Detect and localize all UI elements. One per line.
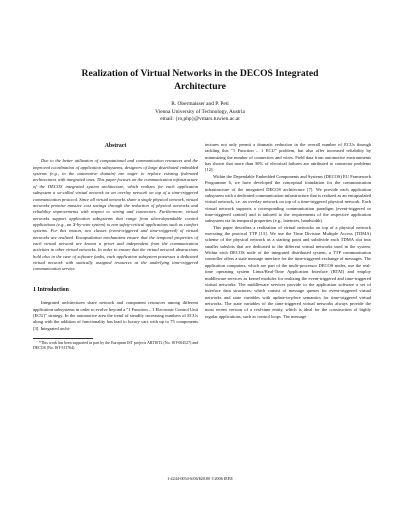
abstract-heading: Abstract bbox=[104, 143, 127, 149]
footnote-divider bbox=[33, 338, 93, 339]
left-column bbox=[33, 143, 198, 351]
author-affiliation: Vienna University of Technology, Austria bbox=[155, 108, 245, 115]
right-column bbox=[205, 142, 371, 320]
abstract-text: Due to the better utilization of computational and communication resources and the improved coordination of application subsystems, designers of large distributed embedded systems (e.g., in the automotive domain) are eager to replace existing federated architectures with integrated ones. This paper focuses on the communication infrastructure of the DECOS integrated system architecture, which realizes for each application subsystem a so-called virtual network as an overlay network on top of a time-triggered communication protocol. Since all virtual networks share a single physical network, virtual networks promise massive cost savings through the reduction of physical networks and reliability improvements with respect to wiring and connectors. Furthermore, virtual networks support application subsystems that range from ultra-dependable control applications (e.g., an X-by-wire system) to non safety-critical applications such as comfort systems. For this reason, two classes (event-triggered and time-triggered) of virtual networks are realized. Encapsulation mechanisms ensure that the temporal properties of each virtual network are known a priori and independent from the communication activities in other virtual networks. In order to ensure that the virtual network abstractions hold also in the case of software faults, each application subsystem possesses a dedicated virtual network with statically assigned resources at the underlying time-triggered communication service. bbox=[33, 158, 198, 272]
body-paragraph: Within the Dependable Embedded Components and Systems (DECOS) EU Framework Programme 6, we have developed the conceptual foundation for the communication infrastructure of the integrated DECOS architecture [7]. We provide each application subsystem with a dedicated communication infrastructure that is realized as an encapsulated virtual network, i.e. an overlay network on top of a time-triggered physical network. Each virtual network supports a corresponding communication paradigm (event-triggered or time-triggered control) and is tailored to the requirements of the respective application subsystem via its temporal properties (e.g., latencies, bandwidth). bbox=[205, 173, 371, 224]
author-email: email: {ro,php}@vmars.tuwien.ac.at bbox=[160, 116, 240, 123]
introduction-heading: 1 Introduction bbox=[33, 286, 69, 293]
footnote-text: *This work has been supported in part by the European IST projects ARTIST2 (No. IST-004527) and DECOS (No. IST-511764). bbox=[33, 340, 198, 351]
introduction-text: Integrated architectures share network and component resources among different application subsystems in order to evolve beyond a "1 Function – 1 Electronic Control Unit (ECU)" strategy. In the automotive area the trend of steadily increasing numbers of ECUs along with the addition of functionality has lead to luxury cars with up to 75 components [3]. Integrated archi- bbox=[33, 300, 198, 331]
author-names: R. Obermaisser and P. Peti bbox=[171, 101, 229, 107]
paper-title bbox=[40, 68, 360, 93]
author-block bbox=[60, 101, 340, 124]
body-paragraph: tectures not only permit a dramatic reduction in the overall number of ECUs through tackling this "1 Function – 1 ECU" problem, but also offer increased reliability by minimizing the number of connectors and wires. Field data from automotive environments has shown that more than 30% of electrical failures are attributed to connector problems [12]. bbox=[205, 142, 371, 173]
title-line-2: Architecture bbox=[174, 80, 226, 92]
title-line-1: Realization of Virtual Networks in the DECOS Integrated bbox=[81, 68, 319, 79]
page-footer: 1-4244-0054-6/06/$20.00 ©2006 IEEE bbox=[167, 476, 233, 481]
body-paragraph: This paper describes a realization of virtual networks on top of a physical network executing the protocol TTP [13]. We use the Time Division Multiple Access (TDMA) scheme of the physical network as a starting point and subdivide each TDMA slot into smaller subslots that are dedicated to the different virtual networks used in the system. Within each DECOS node of the integrated distributed system, a TTP communication controller offers a state message interface for the time-triggered exchange of messages. The application computers, which are part of the multi-processor DECOS nodes, use the real-time operating system Linux/Real-Time Application Interface (RTAI) and employ middleware services as kernel modules for realizing the event-triggered and time-triggered virtual networks. The middleware services provide to the application software a set of interface data structures, which consist of message queues for event-triggered virtual networks and state variables with update-in-place semantics for time-triggered virtual networks. The state variables of the time-triggered virtual networks always provide the most recent version of a real-time entity, which is ideal for the construction of highly regular applications, such as control loops. The message bbox=[205, 224, 371, 319]
